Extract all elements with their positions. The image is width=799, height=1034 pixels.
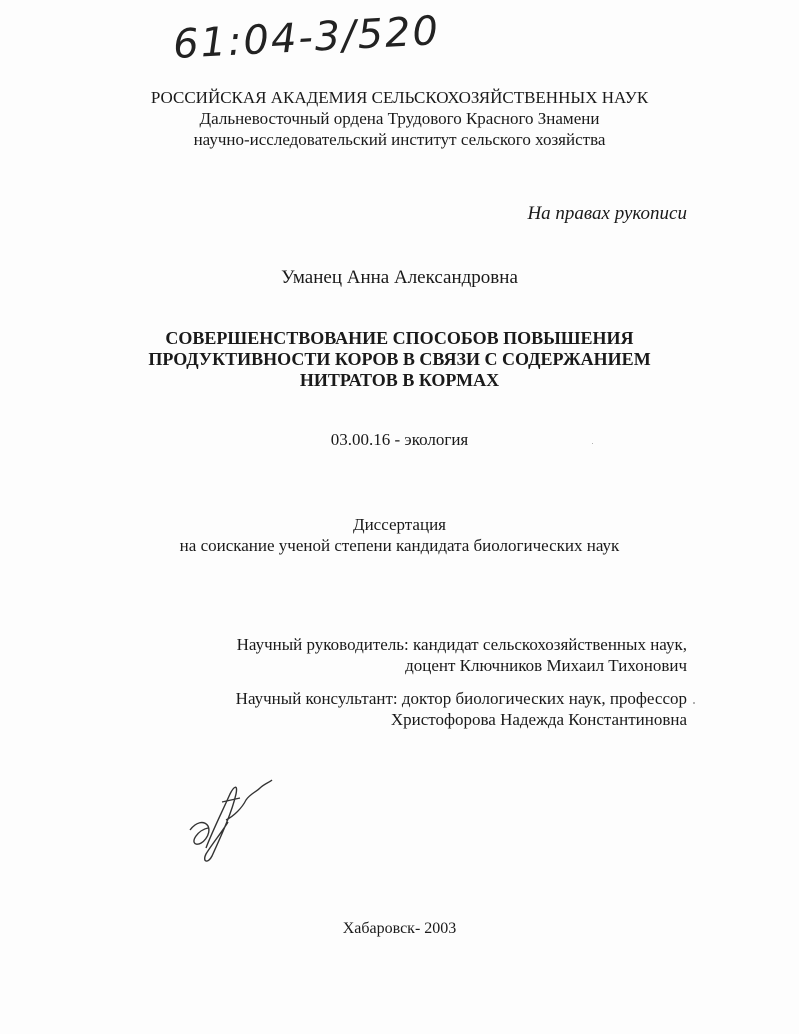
supervisor-line-2: доцент Ключников Михаил Тихонович: [405, 656, 687, 675]
handwritten-signature: [182, 772, 282, 872]
author-name: Уманец Анна Александровна: [281, 267, 518, 288]
institution-header: [0, 87, 799, 150]
title-line-3: НИТРАТОВ В КОРМАХ: [299, 370, 500, 390]
specialty-code: 03.00.16 - экология: [330, 430, 469, 449]
dissertation-title: [0, 328, 799, 391]
scan-speck: [592, 443, 593, 444]
consultant-line-1: Научный консультант: доктор биологических наук, профессор: [235, 689, 687, 708]
institute-name-line1: Дальневосточный ордена Трудового Красного Знамени: [199, 109, 600, 128]
city-and-year: Хабаровск- 2003: [342, 920, 457, 937]
academy-name: РОССИЙСКАЯ АКАДЕМИЯ СЕЛЬСКОХОЗЯЙСТВЕННЫХ НАУК: [150, 88, 649, 107]
institute-name-line2: научно-исследовательский институт сельского хозяйства: [193, 130, 606, 149]
title-line-2: ПРОДУКТИВНОСТИ КОРОВ В СВЯЗИ С СОДЕРЖАНИЕМ: [148, 349, 651, 369]
supervisor-line-1: Научный руководитель: кандидат сельскохозяйственных наук,: [236, 635, 687, 654]
manuscript-rights-note: На правах рукописи: [527, 203, 687, 224]
dissertation-label: Диссертация: [352, 515, 446, 534]
archive-code-handwritten: 61:04-3/520: [172, 8, 442, 68]
degree-description: на соискание ученой степени кандидата биологических наук: [179, 536, 620, 555]
consultant-line-2: Христофорова Надежда Константиновна: [390, 710, 687, 729]
dissertation-type: [0, 514, 799, 556]
advisors-block: [236, 634, 687, 730]
scan-speck: [693, 702, 695, 704]
title-line-1: СОВЕРШЕНСТВОВАНИЕ СПОСОБОВ ПОВЫШЕНИЯ: [165, 328, 634, 348]
